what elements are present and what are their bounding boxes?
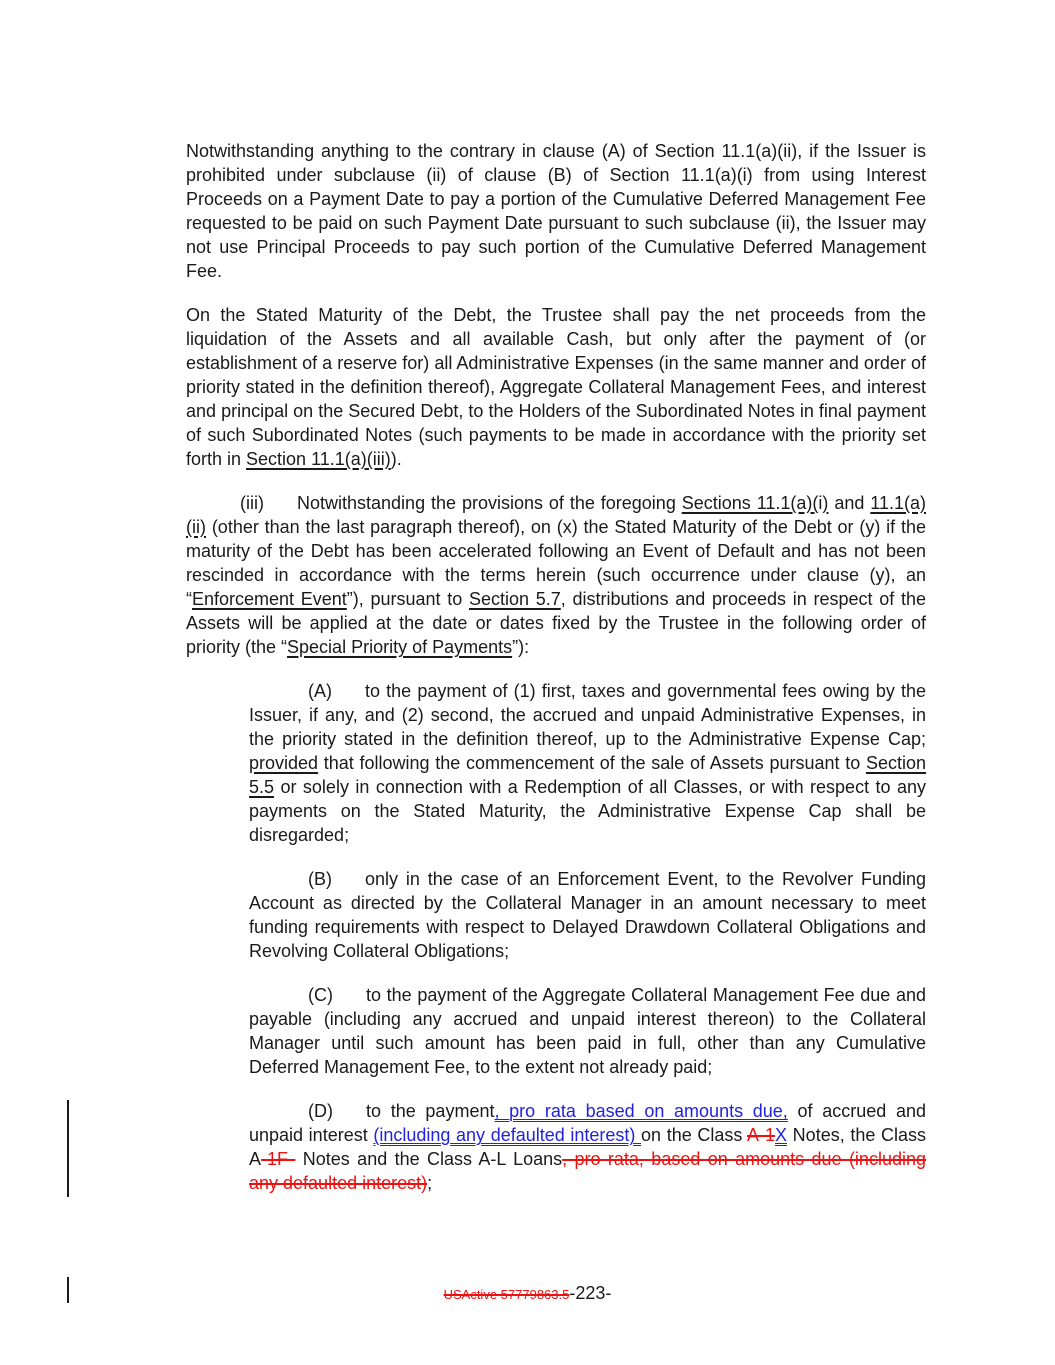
text-segment-plain: Notwithstanding anything to the contrary in clause (A) of Section 11.1(a)(ii), if the Issuer is prohibited under subclause (ii) of clause (B) of Section 11.1(a)(i) from using Interest Proceeds on a Payment Date to pay a portion of the Cumulative Deferred Management Fee requested to be paid on such Payment Date pursuant to such subclause (ii), the Issuer may not use Principal Proceeds to pay such portion of the Cumulative Deferred Management Fee. [186, 141, 926, 281]
text-segment-plain: of accrued and unpaid interest [249, 1101, 926, 1145]
text-segment-u: Section 11.1(a)(iii) [246, 449, 391, 469]
text-segment-u: Sections 11.1(a)(i) [681, 493, 829, 513]
text-segment-ins: (including any defaulted interest) [373, 1125, 642, 1145]
document-body [186, 139, 926, 1195]
text-segment-plain: Notwithstanding the provisions of the foregoing [297, 493, 682, 513]
text-segment-plain: ”), pursuant to [346, 589, 469, 609]
subclause-list [249, 679, 926, 1195]
page-footer [0, 1281, 1055, 1307]
subclause-d [249, 1099, 926, 1195]
footer-file-reference: USActive 57779863.5 [443, 1287, 570, 1302]
text-segment-plain: (B) [308, 869, 332, 889]
text-segment-u: 11.1(a)(ii) [186, 493, 926, 537]
text-segment-plain: only in the case of an Enforcement Event, to the Revolver Funding Account as directed by the Collateral Manager in an amount necessary to meet funding requirements with respect to Delayed Drawdown Collateral Obligations and Revolving Collateral Obligations; [249, 869, 926, 961]
text-segment-plain: ). [390, 449, 402, 469]
text-segment-plain: that following the commencement of the sale of Assets pursuant to [318, 753, 866, 773]
text-segment-plain: on the Class [641, 1125, 748, 1145]
text-segment-del: -1F [261, 1149, 296, 1169]
text-segment-u: Enforcement Event [192, 589, 347, 609]
body-paragraph-1 [186, 139, 926, 283]
footer-page-number: -223- [569, 1283, 612, 1303]
subclause-b [249, 867, 926, 963]
text-segment-u: Section 5.7 [469, 589, 561, 609]
body-paragraph-2 [186, 303, 926, 471]
text-segment-plain: to the payment of (1) first, taxes and governmental fees owing by the Issuer, if any, and (2) second, the accrued and unpaid Administrative Expenses, in the priority stated in the definition thereof, up to the Administrative Expense Cap; [249, 681, 926, 749]
text-segment-plain: to the payment [366, 1101, 495, 1121]
text-segment-plain: (iii) [240, 493, 264, 513]
change-bar-paragraph-d [67, 1100, 69, 1197]
text-segment-ins: , pro rata based on amounts due, [494, 1101, 788, 1121]
text-segment-plain: (C) [308, 985, 333, 1005]
text-segment-plain: , distributions and proceeds in respect of the Assets will be applied at the date or dates fixed by the Trustee in the following order of priority (the “ [186, 589, 926, 657]
text-segment-plain: and [828, 493, 871, 513]
text-segment-plain: (other than the last paragraph thereof), on (x) the Stated Maturity of the Debt or (y) if the maturity of the Debt has been accelerated following an Event of Default and has not been rescinded in accordance with the terms herein (such occurrence under clause (y), an “ [186, 517, 926, 609]
text-segment-plain: to the payment of the Aggregate Collateral Management Fee due and payable (including any accrued and unpaid interest thereon) to the Collateral Manager until such amount has been paid in full, other than any Cumulative Deferred Management Fee, to the extent not already paid; [249, 985, 926, 1077]
text-segment-plain: Notes and the Class A-L Loans [295, 1149, 563, 1169]
text-segment-plain: Notes, the Class A [249, 1125, 926, 1169]
text-segment-plain: (A) [308, 681, 332, 701]
text-segment-ins: X [775, 1125, 788, 1145]
subclause-c [249, 983, 926, 1079]
text-segment-plain: ; [427, 1173, 433, 1193]
text-segment-u: Section 5.5 [249, 753, 926, 797]
text-segment-u: Special Priority of Payments [287, 637, 513, 657]
subclause-a [249, 679, 926, 847]
text-segment-plain: (D) [308, 1101, 333, 1121]
text-segment-plain: On the Stated Maturity of the Debt, the Trustee shall pay the net proceeds from the liquidation of the Assets and all available Cash, but only after the payment of (or establishment of a reserve for) all Administrative Expenses (in the same manner and order of priority stated in the definition thereof), Aggregate Collateral Management Fees, and interest and principal on the Secured Debt, to the Holders of the Subordinated Notes in final payment of such Subordinated Notes (such payments to be made in accordance with the priority set forth in [186, 305, 926, 469]
text-segment-plain: ”): [512, 637, 530, 657]
text-segment-del: A-1 [747, 1125, 776, 1145]
clause-iii-paragraph [186, 491, 926, 659]
text-segment-plain: or solely in connection with a Redemption of all Classes, or with respect to any payments on the Stated Maturity, the Administrative Expense Cap shall be disregarded; [249, 777, 926, 845]
text-segment-del: , pro rata, based on amounts due (including any defaulted interest) [249, 1149, 926, 1193]
text-segment-u: provided [249, 753, 319, 773]
